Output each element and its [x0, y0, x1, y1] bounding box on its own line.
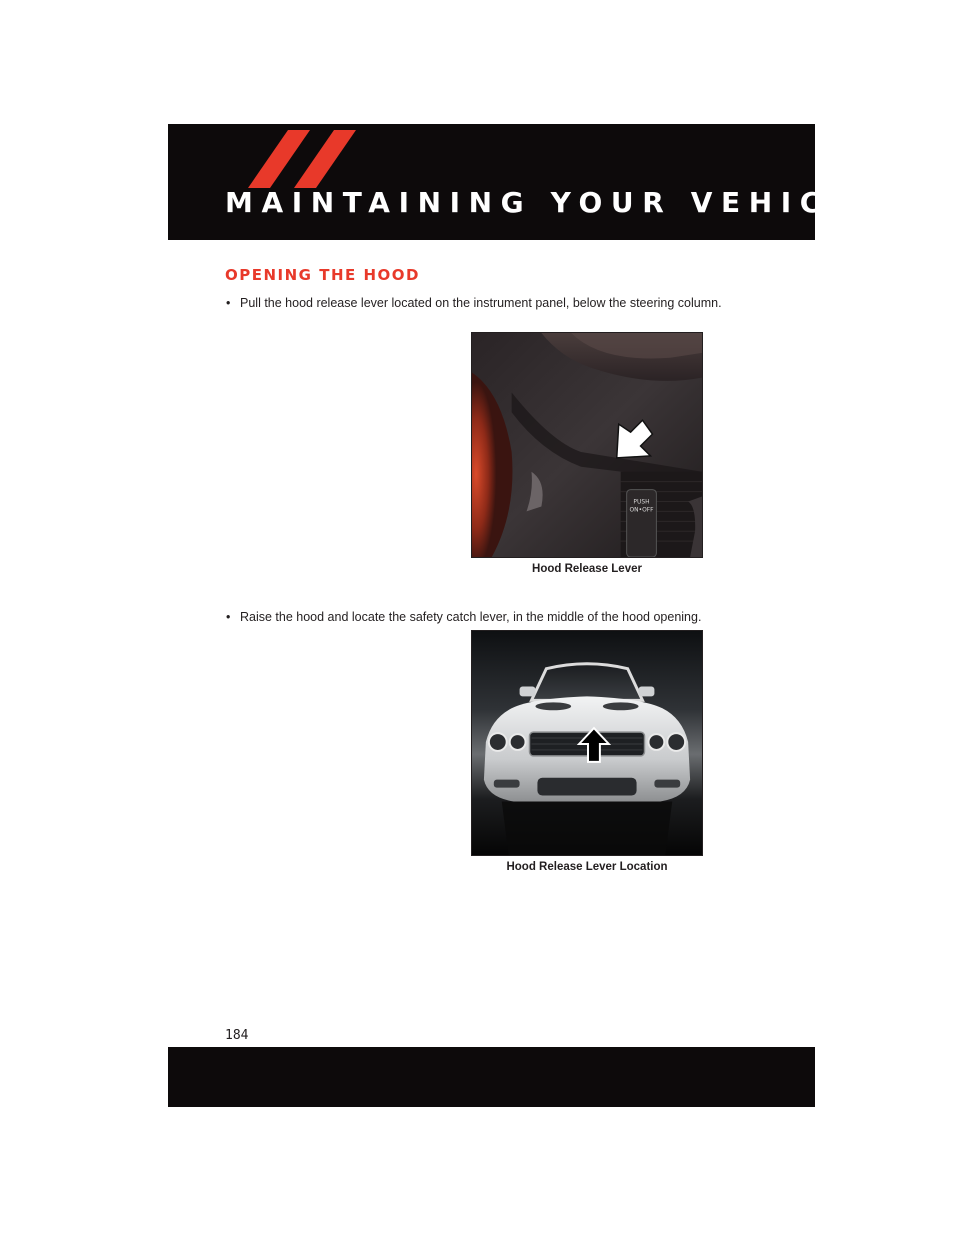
hood-release-lever-image — [471, 332, 703, 558]
step-1-text — [226, 296, 726, 310]
header-band — [168, 124, 884, 240]
chapter-title: MAINTAINING YOUR VEHICLE — [225, 186, 884, 219]
step-1-label: Pull the hood release lever located on the instrument panel, below the steering column. — [240, 296, 722, 310]
pedal-label-push: PUSH — [633, 498, 650, 506]
figure-2-caption: Hood Release Lever Location — [506, 861, 668, 873]
section-heading: OPENING THE HOOD — [225, 266, 420, 284]
step-2-label: Raise the hood and locate the safety catch lever, in the middle of the hood opening. — [240, 610, 702, 624]
hood-release-lever-location-image — [471, 630, 703, 856]
brand-stripes-logo — [248, 130, 358, 188]
step-2-text — [226, 610, 726, 624]
pedal-label-on-off: ON•OFF — [629, 506, 654, 514]
bullet-icon: • — [226, 296, 231, 310]
figure-1-caption: Hood Release Lever — [532, 563, 642, 575]
page-number: 184 — [225, 1028, 249, 1043]
footer-band — [168, 1047, 815, 1107]
bullet-icon: • — [226, 610, 231, 624]
